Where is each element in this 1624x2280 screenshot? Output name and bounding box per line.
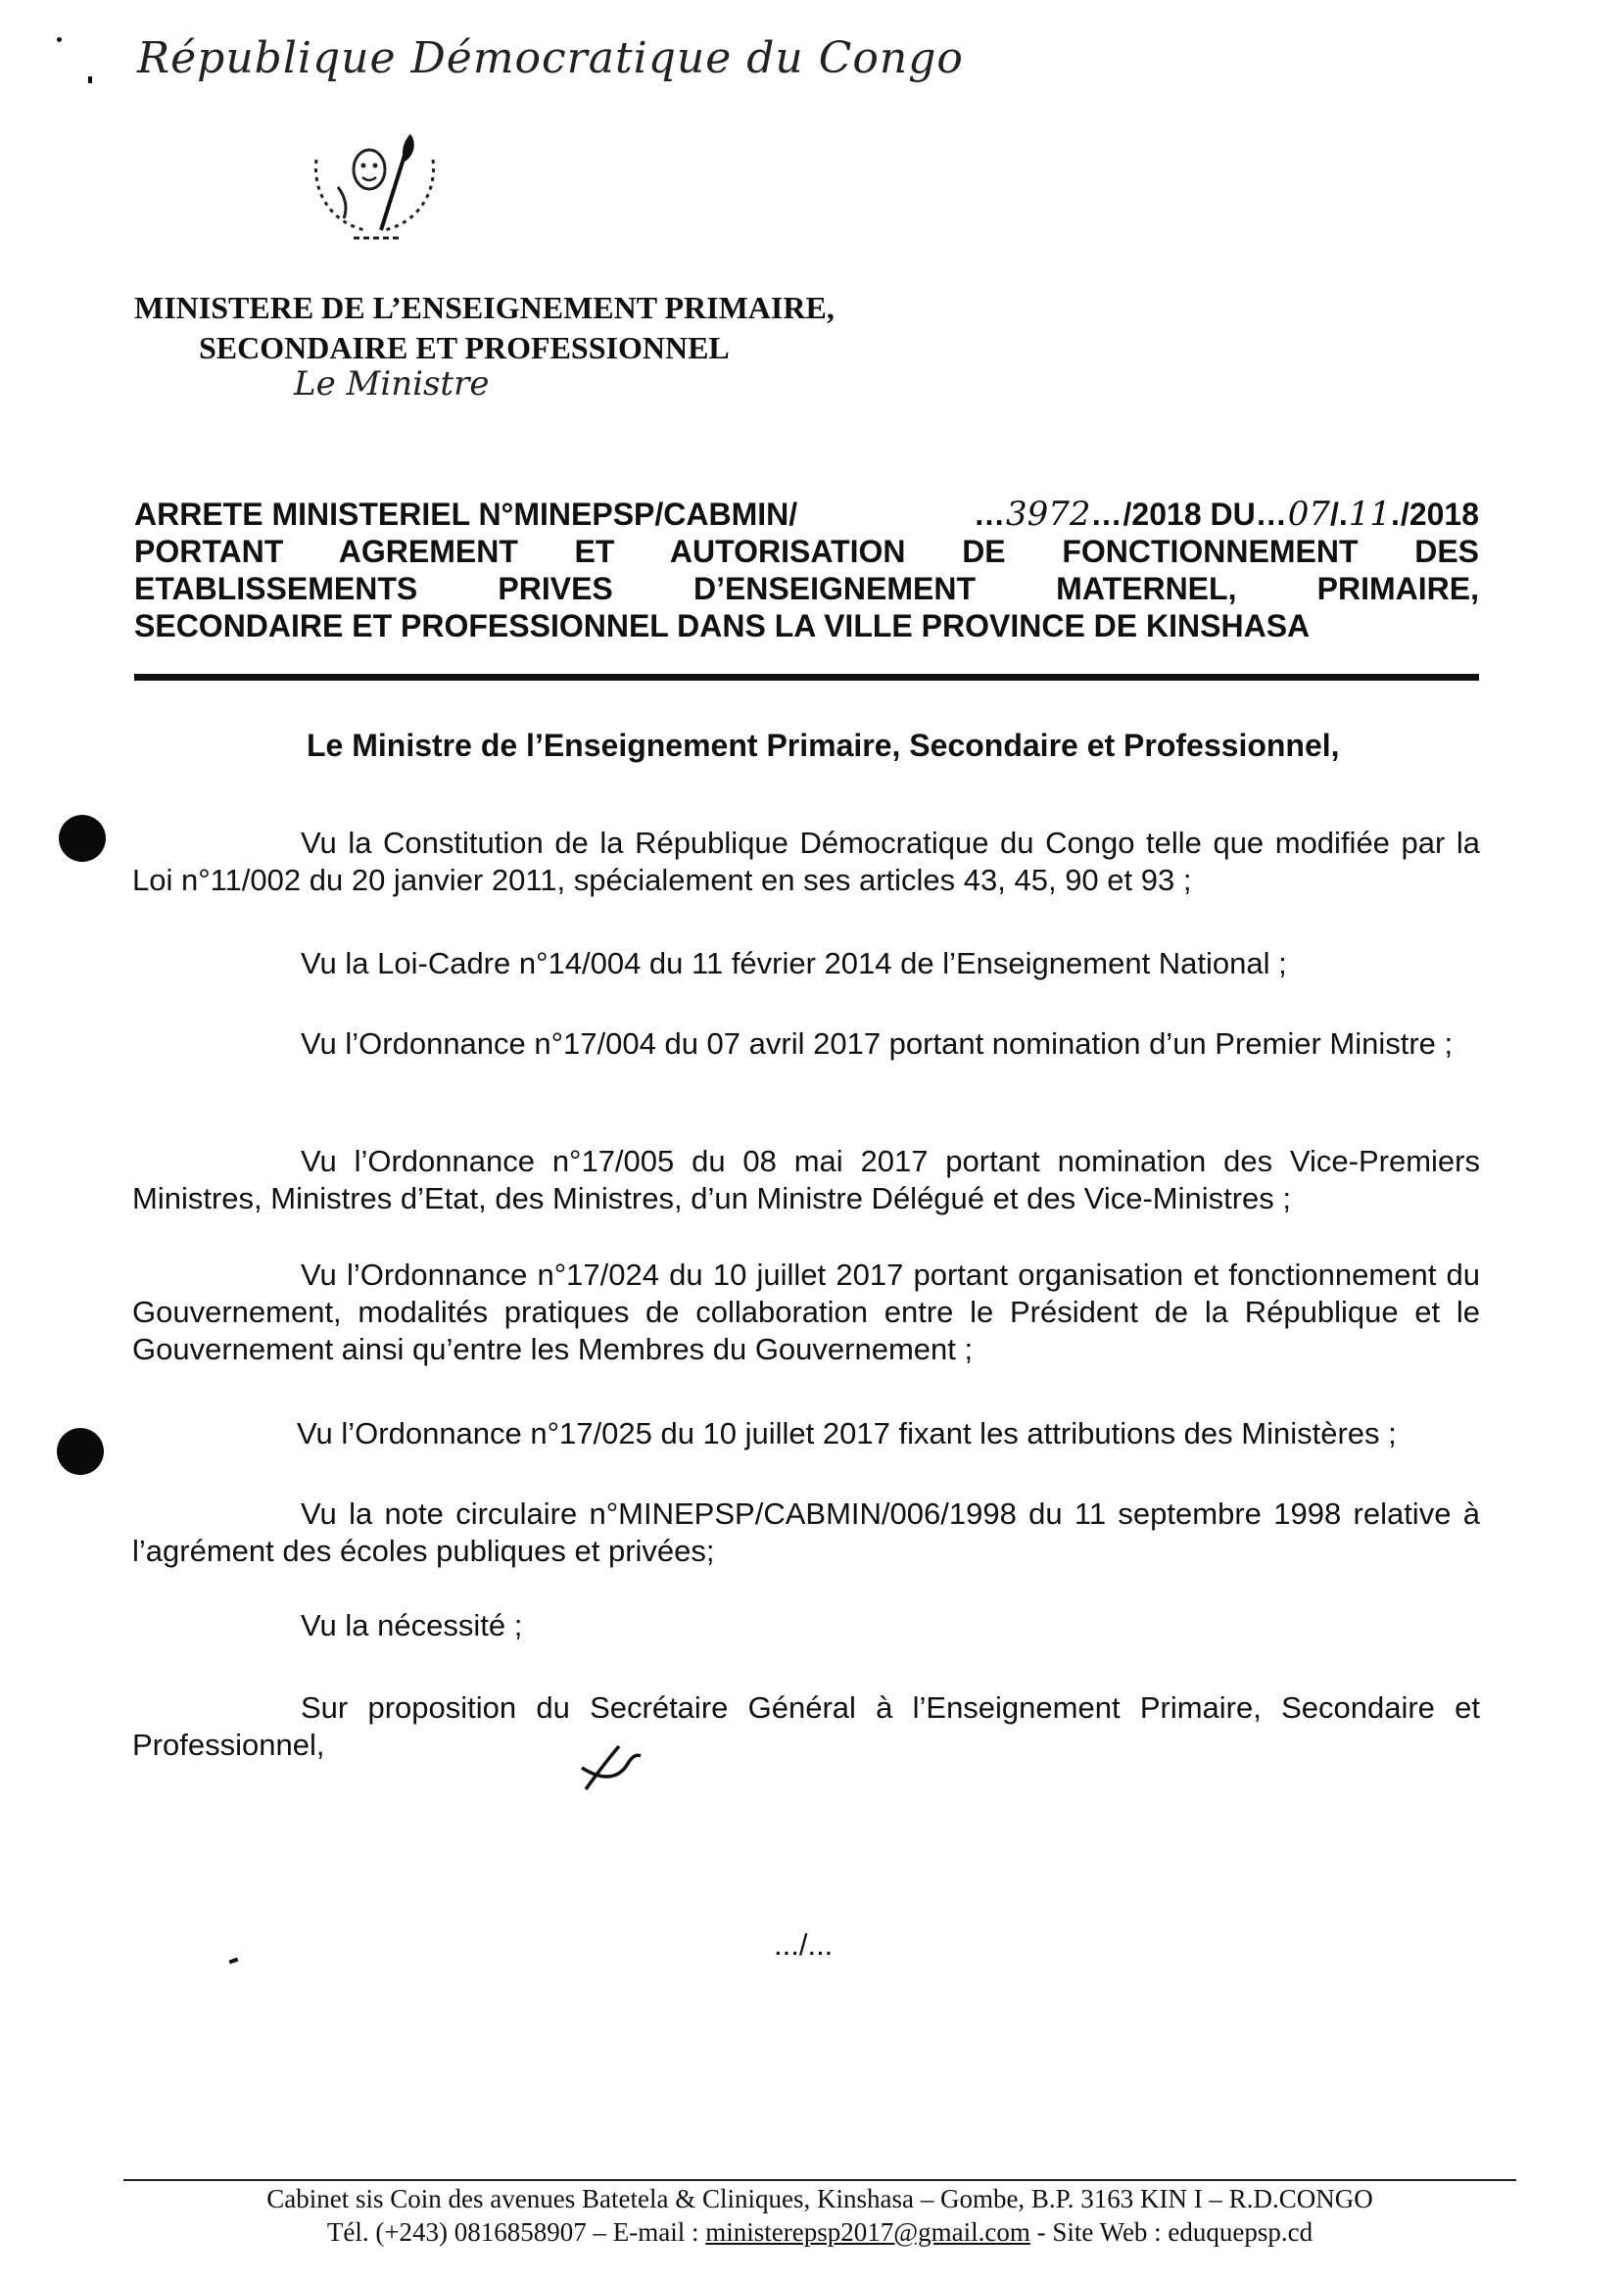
ministry-name [134,288,835,368]
initials-signature-icon [578,1738,646,1797]
consideration-paragraph: Vu l’Ordonnance n°17/024 du 10 juillet 2017 portant organisation et fonctionnement du Gouvernement, modalités pratiques de collaboration entre le Président de la République et le Gouvernement ainsi qu’entre les Membres du Gouvernement ; [132,1258,1480,1366]
decree-ref-fill: …3972…/2018 DU…07/.11./2018 [974,495,1479,534]
decree-day: 07 [1287,495,1330,534]
consideration-paragraph: Vu l’Ordonnance n°17/025 du 10 juillet 2017 fixant les attributions des Ministères ; [297,1416,1397,1450]
consideration-paragraph: Sur proposition du Secrétaire Général à l’Enseignement Primaire, Secondaire et Professionnel, [132,1690,1480,1762]
decree-year-du: /2018 DU [1122,497,1256,532]
consideration-paragraph: Vu la note circulaire n°MINEPSP/CABMIN/006/1998 du 11 septembre 1998 relative à l’agrément des écoles publiques et privées; [132,1496,1480,1568]
punch-hole-mark [57,1428,104,1475]
title-underline [134,674,1479,681]
scan-mark [57,37,62,42]
decree-month: 11 [1348,495,1392,534]
consideration-paragraph: Vu l’Ordonnance n°17/004 du 07 avril 2017 portant nomination d’un Premier Ministre ; [301,1026,1454,1061]
footer-tel: Tél. (+243) 0816858907 – E-mail : [326,2217,706,2247]
consideration-paragraph: Vu la nécessité ; [301,1608,523,1642]
footer-site: - Site Web : eduquepsp.cd [1029,2217,1314,2247]
footer-rule [123,2179,1516,2181]
decree-title-line-3: ETABLISSEMENTS PRIVES D’ENSEIGNEMENT MATERNEL, PRIMAIRE, [134,571,1479,606]
minister-heading: Le Ministre de l’Enseignement Primaire, Secondaire et Professionnel, [307,728,1340,763]
scan-mark [229,1958,239,1965]
footer-email-link[interactable]: ministerepsp2017@gmail.com [705,2217,1030,2247]
coat-of-arms-icon [309,132,441,248]
consideration-paragraph: Vu la Loi-Cadre n°14/004 du 11 février 2014 de l’Enseignement National ; [301,946,1287,980]
ministry-line-2: SECONDAIRE ET PROFESSIONNEL [199,330,730,365]
minister-script-label: Le Ministre [294,364,490,404]
decree-year-end: /2018 [1400,497,1479,532]
ministry-line-1: MINISTERE DE L’ENSEIGNEMENT PRIMAIRE, [134,290,835,325]
decree-title-line-4: SECONDAIRE ET PROFESSIONNEL DANS LA VILLE PROVINCE DE KINSHASA [134,608,1311,643]
decree-number: 3972 [1006,495,1091,534]
republic-heading: République Démocratique du Congo [137,33,964,83]
continuation-mark: .../... [774,1927,834,1962]
decree-reference-line [134,496,1479,533]
consideration-paragraph: Vu l’Ordonnance n°17/005 du 08 mai 2017 portant nomination des Vice-Premiers Ministres, Ministres d’Etat, des Ministres, d’un Ministre Délégué et des Vice-Ministres ; [132,1144,1480,1215]
footer-address: Cabinet sis Coin des avenues Batetela & Cliniques, Kinshasa – Gombe, B.P. 3163 KIN I – R.D.CONGO [266,2184,1373,2213]
footer-contact [123,2217,1516,2248]
decree-sep: / [1329,497,1339,532]
scan-mark [88,76,92,83]
decree-title-line-2: PORTANT AGREMENT ET AUTORISATION DE FONCTIONNEMENT DES [134,534,1479,569]
decree-ref-prefix: ARRETE MINISTERIEL N°MINEPSP/CABMIN/ [134,497,798,532]
consideration-paragraph: Vu la Constitution de la République Démocratique du Congo telle que modifiée par la Loi n°11/002 du 20 janvier 2011, spécialement en ses articles 43, 45, 90 et 93 ; [132,826,1480,897]
punch-hole-mark [59,815,106,862]
decree-title [134,496,1479,644]
